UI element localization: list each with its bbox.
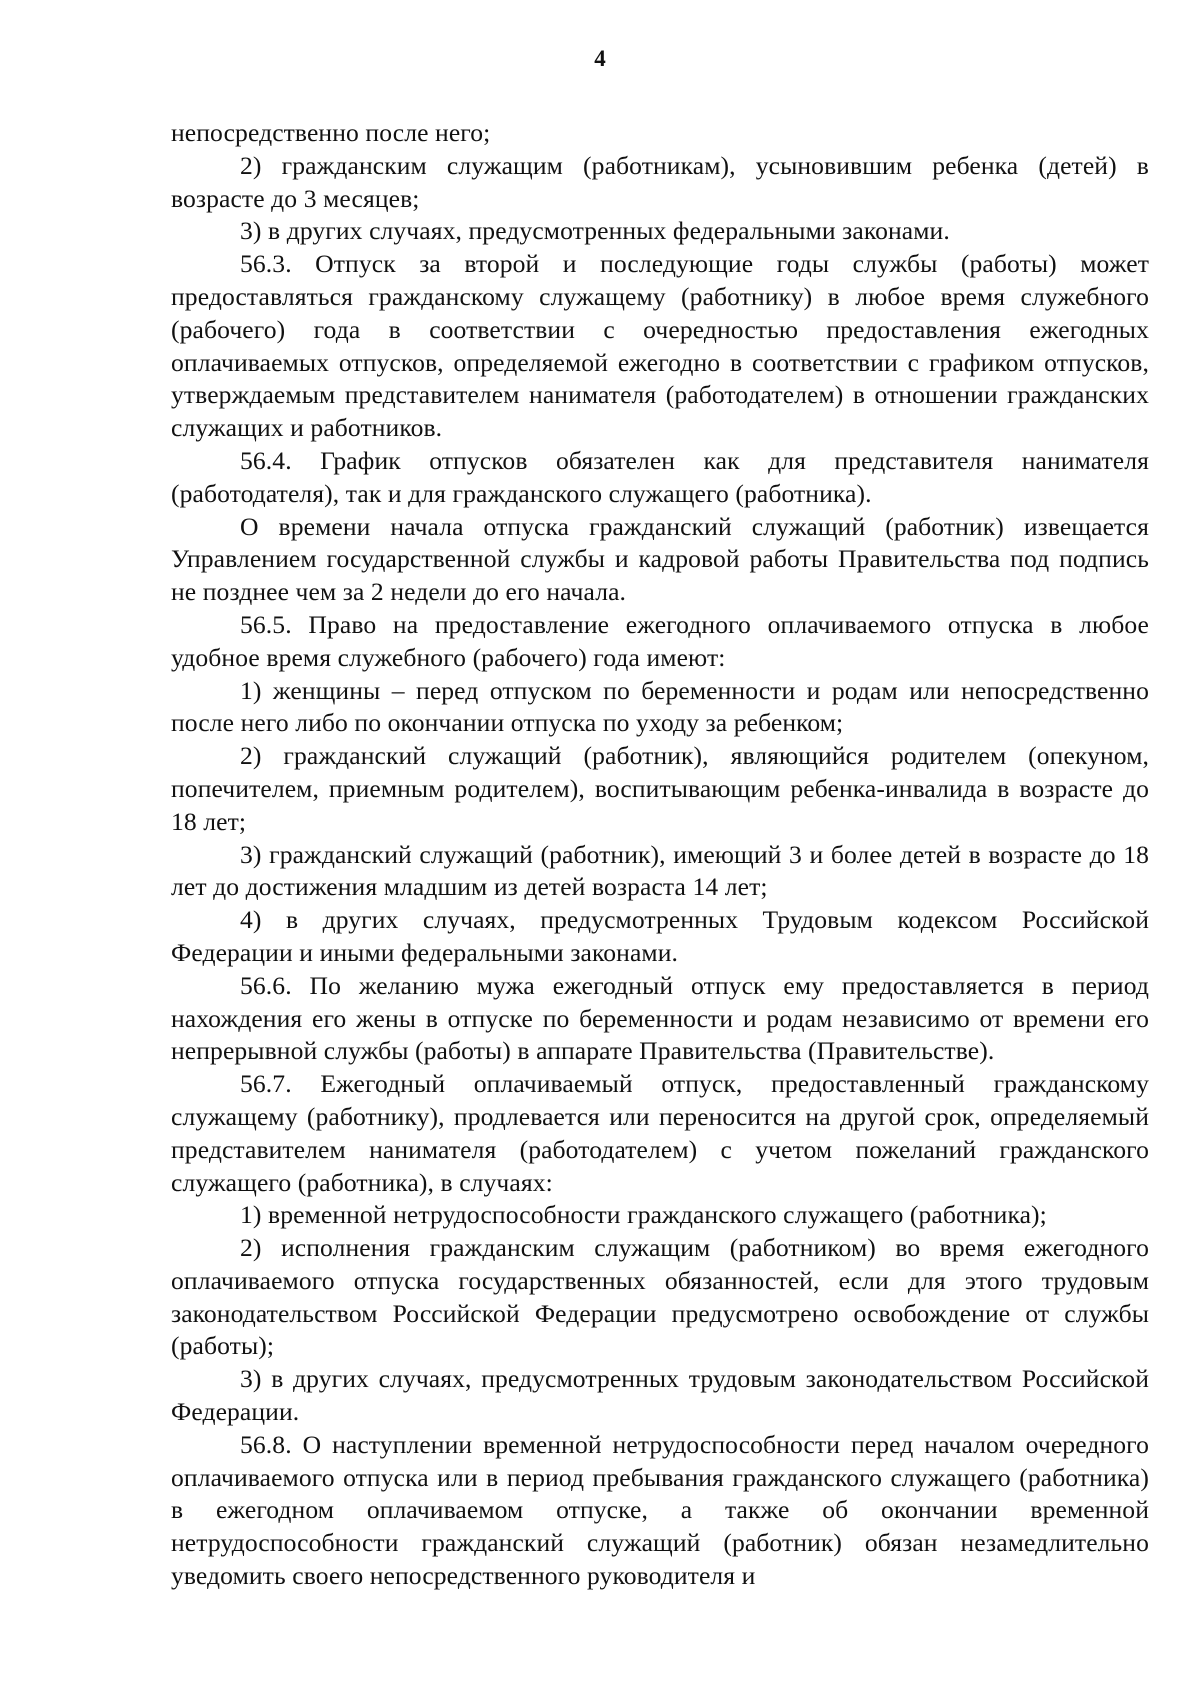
paragraph-item: 3) в других случаях, предусмотренных федеральными законами.: [240, 216, 950, 246]
paragraph-item: 3) в других случаях, предусмотренных трудовым законодательством Российской Федерации.: [171, 1364, 1149, 1427]
paragraph-clause: 56.4. График отпусков обязателен как для представителя нанимателя (работодателя), так и для гражданского служащего (работника).: [171, 445, 1149, 508]
paragraph-clause: 56.3. Отпуск за второй и последующие годы службы (работы) может предоставляться гражданскому служащему (работнику) в любое время служебного (рабочего) года в соответствии с очередностью предоставления ежегодных оплачиваемых отпусков, определяемой ежегодно в соответствии с графиком отпусков, утверждаемым представителем нанимателя (работодателем) в отношении гражданских служащих и работников.: [171, 249, 1149, 443]
page-number: 4: [594, 46, 606, 71]
paragraph-clause: 56.8. О наступлении временной нетрудоспособности перед началом очередного оплачиваемого отпуска или в период пребывания гражданского служащего (работника) в ежегодном оплачиваемом отпуске, а также об окончании временной нетрудоспособности гражданский служащий (работник) обязан незамедлительно уведомить своего непосредственного руководителя и: [171, 1429, 1149, 1591]
paragraph-clause: 56.5. Право на предоставление ежегодного оплачиваемого отпуска в любое удобное время служебного (рабочего) года имеют:: [171, 609, 1149, 672]
paragraph-clause: 56.7. Ежегодный оплачиваемый отпуск, предоставленный гражданскому служащему (работнику), продлевается или переносится на другой срок, определяемый представителем нанимателя (работодателем) с учетом пожеланий гражданского служащего (работника), в случаях:: [171, 1069, 1149, 1197]
paragraph-item: 2) гражданский служащий (работник), являющийся родителем (опекуном, попечителем, приемным родителем), воспитывающим ребенка-инвалида в возрасте до 18 лет;: [171, 741, 1149, 836]
document-body: [171, 117, 1149, 1593]
paragraph-item: 1) женщины – перед отпуском по беременности и родам или непосредственно после него либо по окончании отпуска по уходу за ребенком;: [171, 675, 1149, 738]
paragraph-item: 4) в других случаях, предусмотренных Трудовым кодексом Российской Федерации и иными федеральными законами.: [171, 905, 1149, 967]
paragraph-text: О времени начала отпуска гражданский служащий (работник) извещается Управлением государственной службы и кадровой работы Правительства под подпись не позднее чем за 2 недели до его начала.: [171, 511, 1149, 607]
paragraph-item: 1) временной нетрудоспособности гражданского служащего (работника);: [240, 1200, 1047, 1230]
paragraph-continuation: непосредственно после него;: [171, 118, 491, 147]
paragraph-clause: 56.6. По желанию мужа ежегодный отпуск ему предоставляется в период нахождения его жены в отпуске по беременности и родам независимо от времени его непрерывной службы (работы) в аппарате Правительства (Правительстве).: [171, 970, 1149, 1066]
paragraph-item: 2) гражданским служащим (работникам), усыновившим ребенка (детей) в возрасте до 3 месяцев;: [171, 150, 1149, 213]
paragraph-item: 3) гражданский служащий (работник), имеющий 3 и более детей в возрасте до 18 лет до достижения младшим из детей возраста 14 лет;: [171, 839, 1149, 902]
paragraph-item: 2) исполнения гражданским служащим (работником) во время ежегодного оплачиваемого отпуска государственных обязанностей, если для этого трудовым законодательством Российской Федерации предусмотрено освобождение от службы (работы);: [171, 1233, 1149, 1361]
